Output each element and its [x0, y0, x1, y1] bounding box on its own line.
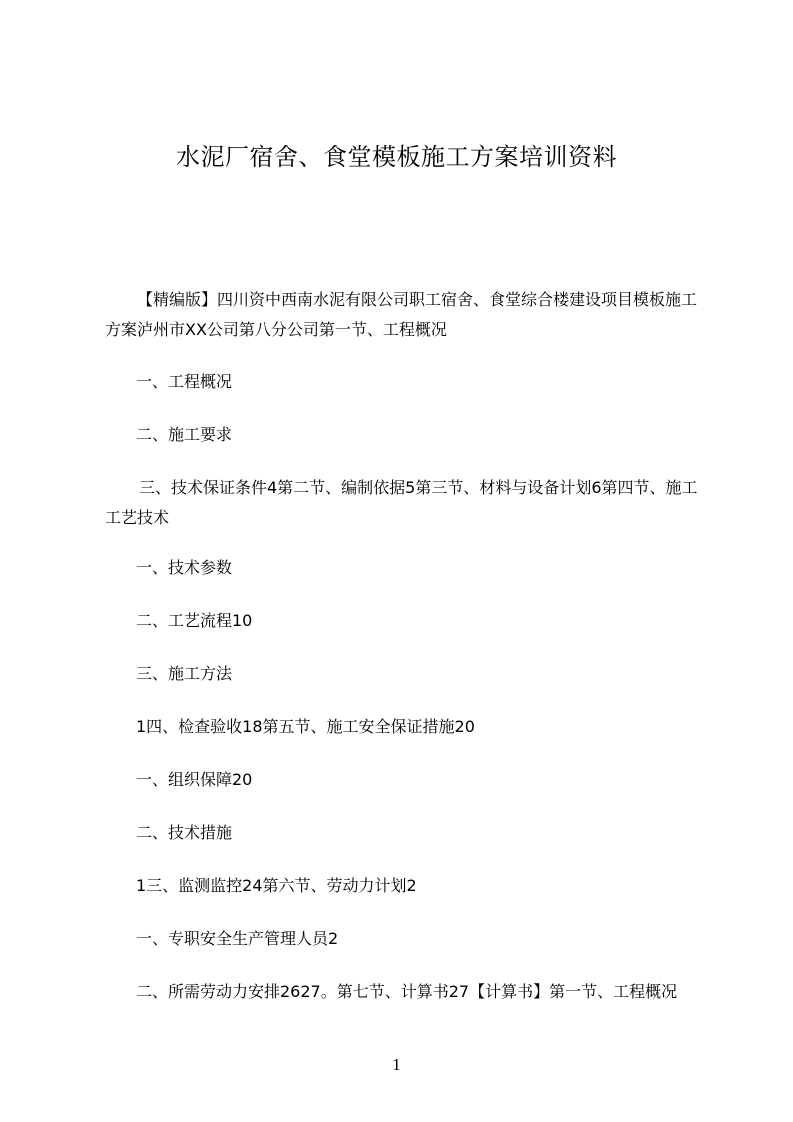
paragraph-technical-conditions: 三、技术保证条件4第二节、编制依据5第三节、材料与设备计划6第四节、施工工艺技术: [105, 478, 698, 527]
paragraph-monitoring: 1三、监测监控24第六节、劳动力计划2: [136, 876, 417, 895]
paragraph-technical-parameters: 一、技术参数: [136, 558, 233, 577]
paragraph-construction-requirements: 二、施工要求: [136, 425, 233, 444]
paragraph-organization-guarantee: 一、组织保障20: [136, 770, 253, 789]
paragraph-project-overview: 一、工程概况: [136, 372, 233, 391]
paragraph-technical-measures: 二、技术措施: [136, 823, 233, 842]
paragraph-intro: 【精编版】四川资中西南水泥有限公司职工宿舍、食堂综合楼建设项目模板施工方案泸州市XX公司第八分公司第一节、工程概况: [105, 290, 698, 339]
paragraph-inspection-acceptance: 1四、检查验收18第五节、施工安全保证措施20: [136, 717, 475, 736]
page-number: 1: [392, 1055, 401, 1074]
paragraph-labor-arrangement: 二、所需劳动力安排2627。第七节、计算书27【计算书】第一节、工程概况: [136, 982, 678, 1001]
document-title: 水泥厂宿舍、食堂模板施工方案培训资料: [176, 143, 617, 171]
paragraph-construction-method: 三、施工方法: [136, 664, 233, 683]
paragraph-safety-personnel: 一、专职安全生产管理人员2: [136, 929, 339, 948]
paragraph-process-flow: 二、工艺流程10: [136, 611, 253, 630]
